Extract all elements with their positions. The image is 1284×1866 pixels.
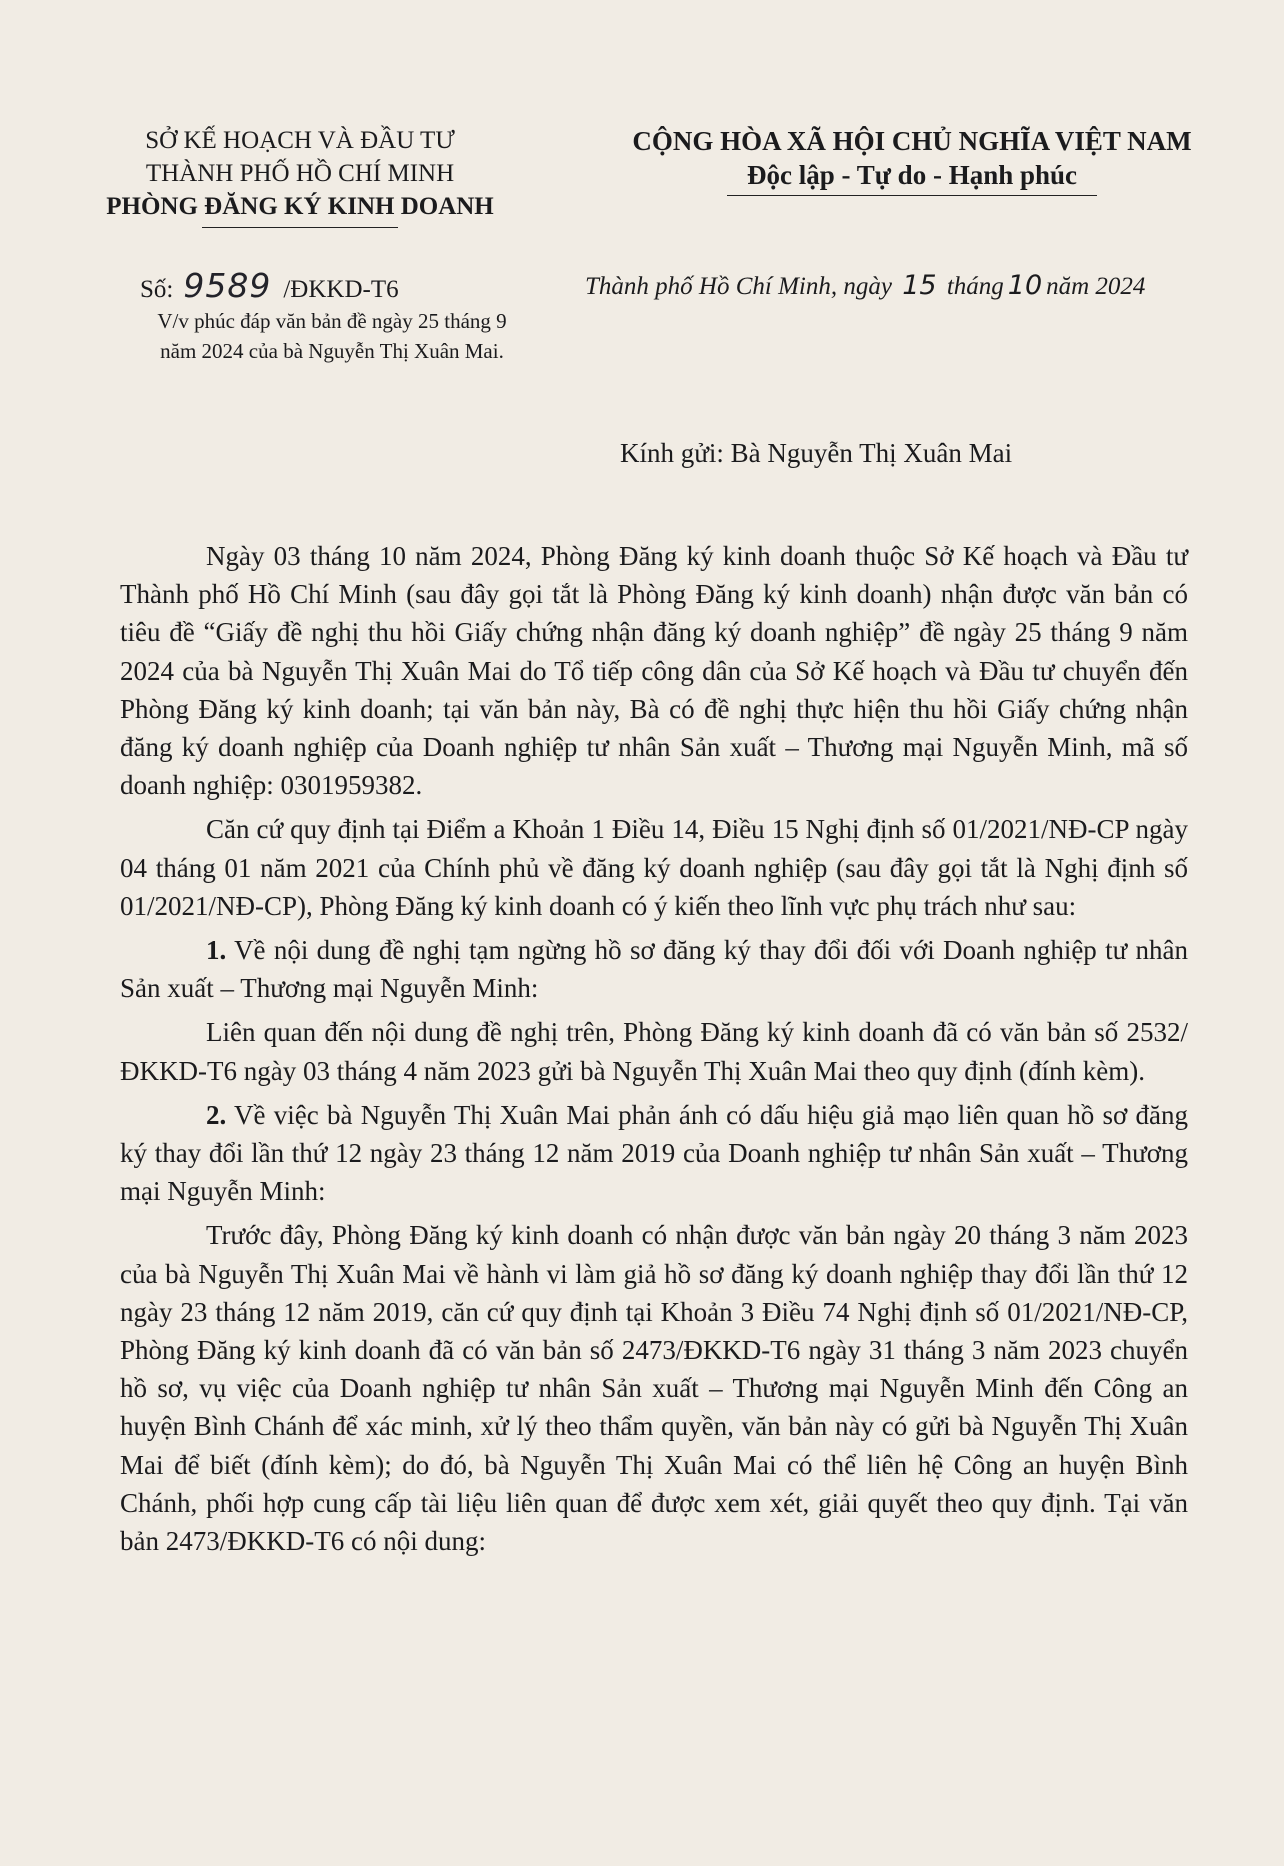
document-number-handwritten: 9589 (183, 266, 272, 305)
paragraph-6: Trước đây, Phòng Đăng ký kinh doanh có nhận được văn bản ngày 20 tháng 3 năm 2023 của bà Nguyễn Thị Xuân Mai về hành vi làm giả hồ sơ đăng ký doanh nghiệp thay đổi lần thứ 12 ngày 23 tháng 12 năm 2019, căn cứ quy định tại Khoản 3 Điều 74 Nghị định số 01/2021/NĐ-CP, Phòng Đăng ký kinh doanh đã có văn bản số 2473/ĐKKD-T6 ngày 31 tháng 3 năm 2023 chuyển hồ sơ, vụ việc của Doanh nghiệp tư nhân Sản xuất – Thương mại Nguyễn Minh đến Công an huyện Bình Chánh để xác minh, xử lý theo thẩm quyền, văn bản này có gửi bà Nguyễn Thị Xuân Mai để biết (đính kèm); do đó, bà Nguyễn Thị Xuân Mai có thể liên hệ Công an huyện Bình Chánh, phối hợp cung cấp tài liệu liên quan để được xem xét, giải quyết theo quy định. Tại văn bản 2473/ĐKKD-T6 có nội dung: (120, 1220, 1188, 1557)
paragraph-1: Ngày 03 tháng 10 năm 2024, Phòng Đăng ký kinh doanh thuộc Sở Kế hoạch và Đầu tư Thành phố Hồ Chí Minh (sau đây gọi tắt là Phòng Đăng ký kinh doanh) nhận được văn bản có tiêu đề “Giấy đề nghị thu hồi Giấy chứng nhận đăng ký doanh nghiệp” đề ngày 25 tháng 9 năm 2024 của bà Nguyễn Thị Xuân Mai do Tổ tiếp công dân của Sở Kế hoạch và Đầu tư chuyển đến Phòng Đăng ký kinh doanh; tại văn bản này, Bà có đề nghị thực hiện thu hồi Giấy chứng nhận đăng ký doanh nghiệp của Doanh nghiệp tư nhân Sản xuất – Thương mại Nguyễn Minh, mã số doanh nghiệp: 0301959382. (120, 541, 1188, 801)
motto-underline (727, 195, 1097, 196)
date-month-label: tháng (946, 273, 1004, 300)
letter-body (120, 537, 1188, 1566)
national-motto: Độc lập - Tự do - Hạnh phúc (746, 160, 1078, 190)
date-line (585, 270, 1245, 301)
agency-line-1: SỞ KẾ HOẠCH VÀ ĐẦU TƯ (145, 127, 455, 154)
national-title-header (588, 124, 1236, 196)
agency-line-2: THÀNH PHỐ HỒ CHÍ MINH (145, 160, 455, 187)
recipient-line: Kính gửi: Bà Nguyễn Thị Xuân Mai (620, 438, 1013, 468)
issuing-agency-header (100, 124, 500, 228)
agency-line-3: PHÒNG ĐĂNG KÝ KINH DOANH (106, 193, 494, 220)
national-title: CỘNG HÒA XÃ HỘI CHỦ NGHĨA VIỆT NAM (632, 126, 1192, 156)
date-month-handwritten: 10 (1007, 270, 1043, 301)
date-day-handwritten: 15 (902, 270, 937, 301)
date-place: Thành phố Hồ Chí Minh, ngày (585, 273, 892, 300)
paragraph-3 (120, 931, 1188, 1007)
subject-line-2: năm 2024 của bà Nguyễn Thị Xuân Mai. (160, 339, 504, 363)
paragraph-4: Liên quan đến nội dung đề nghị trên, Phòng Đăng ký kinh doanh đã có văn bản số 2532/ĐKKD-T6 ngày 03 tháng 4 năm 2023 gửi bà Nguyễn Thị Xuân Mai theo quy định (đính kèm). (120, 1017, 1188, 1086)
date-year: năm 2024 (1046, 273, 1146, 300)
subject-line-1: V/v phúc đáp văn bản đề ngày 25 tháng 9 (157, 309, 507, 333)
subject-line (112, 306, 552, 366)
item-number-2: 2. (206, 1099, 227, 1130)
agency-underline (202, 227, 398, 228)
item-2-text: Về việc bà Nguyễn Thị Xuân Mai phản ánh có dấu hiệu giả mạo liên quan hồ sơ đăng ký thay đổi lần thứ 12 ngày 23 tháng 12 năm 2019 của Doanh nghiệp tư nhân Sản xuất – Thương mại Nguyễn Minh: (120, 1099, 1189, 1207)
document-number-prefix: Số: (140, 276, 174, 303)
document-number (140, 266, 399, 305)
paragraph-2: Căn cứ quy định tại Điểm a Khoản 1 Điều 14, Điều 15 Nghị định số 01/2021/NĐ-CP ngày 04 tháng 01 năm 2021 của Chính phủ về đăng ký doanh nghiệp (sau đây gọi tắt là Nghị định số 01/2021/NĐ-CP), Phòng Đăng ký kinh doanh có ý kiến theo lĩnh vực phụ trách như sau: (120, 814, 1188, 921)
item-number-1: 1. (206, 935, 227, 966)
document-number-suffix: /ĐKKD-T6 (283, 276, 399, 303)
item-1-text: Về nội dung đề nghị tạm ngừng hồ sơ đăng ký thay đổi đối với Doanh nghiệp tư nhân Sản xuất – Thương mại Nguyễn Minh: (120, 935, 1189, 1004)
paragraph-5 (120, 1096, 1188, 1211)
